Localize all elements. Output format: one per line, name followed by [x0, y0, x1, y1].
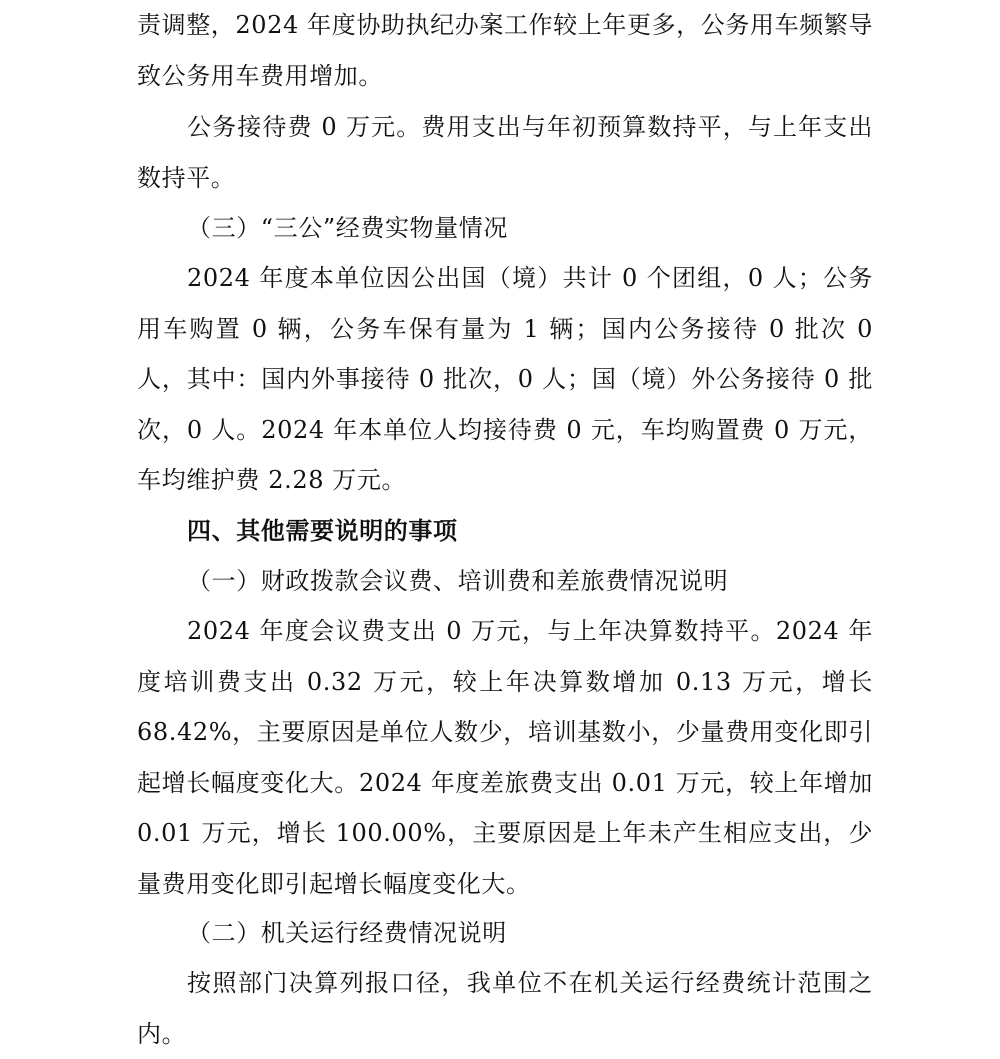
paragraph-operating-expenses: 按照部门决算列报口径，我单位不在机关运行经费统计范围之内。 [137, 969, 873, 1048]
heading-meeting-training-travel: （一）财政拨款会议费、培训费和差旅费情况说明 [187, 567, 729, 595]
heading-section-four: 四、其他需要说明的事项 [187, 517, 458, 545]
paragraph-vehicle-cost-continued: 责调整，2024 年度协助执纪办案工作较上年更多，公务用车频繁导致公务用车费用增加。 [137, 11, 873, 90]
paragraph-physical-quantity: 2024 年度本单位因公出国（境）共计 0 个团组，0 人；公务用车购置 0 辆，公务车保有量为 1 辆；国内公务接待 0 批次 0 人，其中：国内外事接待 0 批次，0 人；国（境）外公务接待 0 批次，0 人。2024 年本单位人均接待费 0 元，车均购置费 0 万元，车均维护费 2.28 万元。 [137, 264, 873, 494]
paragraph-reception-cost: 公务接待费 0 万元。费用支出与年初预算数持平，与上年支出数持平。 [137, 113, 873, 192]
heading-sanggong-physical-quantity: （三）“三公”经费实物量情况 [187, 214, 508, 242]
heading-operating-expenses: （二）机关运行经费情况说明 [187, 919, 507, 947]
paragraph-meeting-training-travel: 2024 年度会议费支出 0 万元，与上年决算数持平。2024 年度培训费支出 0.32 万元，较上年决算数增加 0.13 万元，增长 68.42%，主要原因是单位人数少，培训基数小，少量费用变化即引起增长幅度变化大。2024 年度差旅费支出 0.01 万元，较上年增加 0.01 万元，增长 100.00%，主要原因是上年未产生相应支出，少量费用变化即引起增长幅度变化大。 [137, 617, 873, 898]
